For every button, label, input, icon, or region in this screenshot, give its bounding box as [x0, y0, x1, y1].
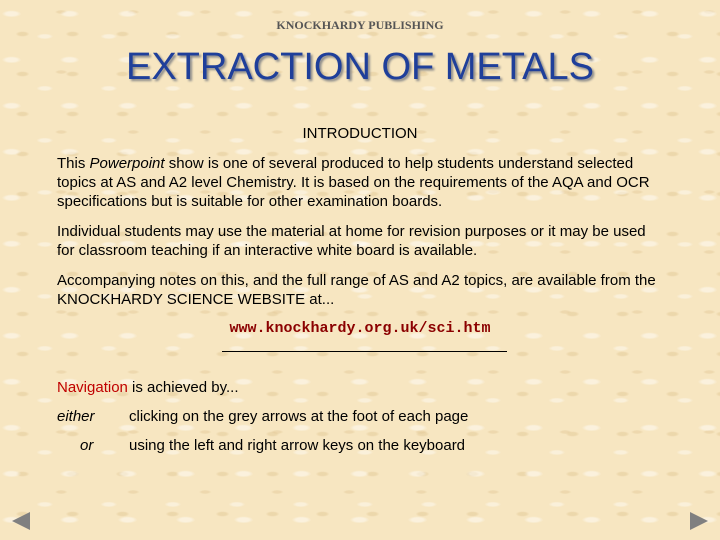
right-arrow-icon[interactable]	[690, 512, 708, 530]
option-either-key: either	[57, 408, 95, 425]
slide-title: EXTRACTION OF METALS	[125, 46, 594, 88]
notes-paragraph: Accompanying notes on this, and the full range of AS and A2 topics, are available from the KNOCKHARDY SCIENCE WEBSITE at...	[57, 272, 656, 308]
usage-paragraph: Individual students may use the material at home for revision purposes or it may be used for classroom teaching if an interactive white board is available.	[57, 223, 646, 259]
left-arrow-icon[interactable]	[12, 512, 30, 530]
intro-paragraph-start: This	[57, 155, 90, 172]
navigation-text: is achieved by...	[127, 379, 239, 396]
option-or-text: using the left and right arrow keys on the keyboard	[129, 437, 466, 454]
publisher-label: KNOCKHARDY PUBLISHING	[276, 18, 444, 32]
option-either-text: clicking on the grey arrows at the foot of each page	[129, 408, 469, 425]
website-link[interactable]: www.knockhardy.org.uk/sci.htm	[229, 320, 491, 337]
intro-paragraph	[57, 154, 667, 211]
intro-heading: INTRODUCTION	[302, 125, 418, 142]
divider	[222, 351, 507, 352]
powerpoint-emphasis: Powerpoint	[89, 155, 165, 172]
option-or-key: or	[80, 437, 94, 454]
navigation-label: Navigation	[57, 379, 128, 396]
navigation-line	[57, 379, 239, 396]
intro-paragraph-end: show is one of several produced to help students understand selected topics at AS and A2 level Chemistry. It is based on the requirements of the AQA and OCR specifications but is suitable for other examination boards.	[57, 155, 650, 210]
